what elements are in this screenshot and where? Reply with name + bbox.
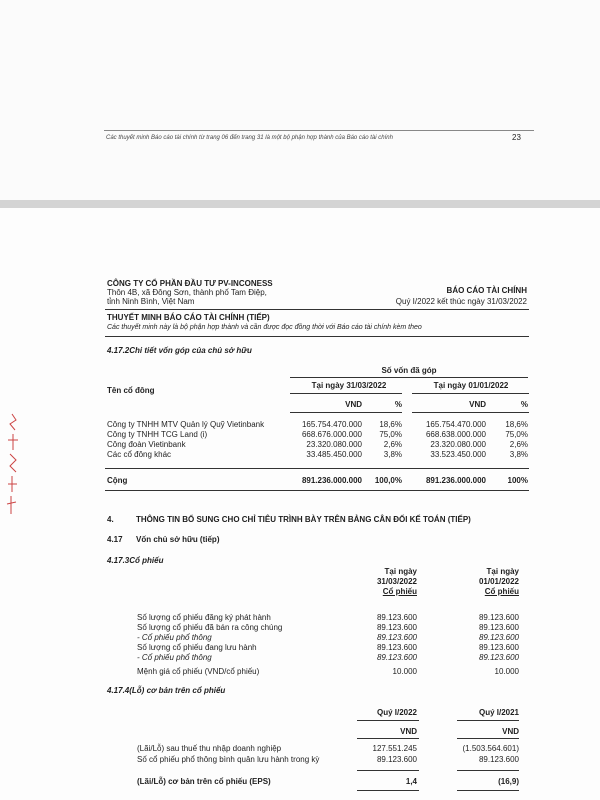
- eps-row-label: (Lãi/Lỗ) sau thuế thu nhập doanh nghiệp: [137, 744, 282, 753]
- shares-row-v2: 89.123.600: [478, 653, 519, 662]
- eps-row-v2: (1.503.564.601): [462, 744, 519, 753]
- eps-col1: Quý I/2022: [376, 708, 417, 717]
- shares-col2-line3: Cổ phiếu: [484, 587, 519, 596]
- date2-header: Tại ngày 01/01/2022: [433, 381, 509, 390]
- row-vnd1: 668.676.000.000: [301, 430, 362, 439]
- date1-rule: [290, 393, 402, 394]
- total-vnd1: 891.236.000.000: [301, 476, 362, 485]
- shares-row-v2: 89.123.600: [478, 613, 519, 622]
- unit-vnd-1: VND: [345, 400, 362, 409]
- previous-page: [0, 0, 600, 200]
- shares-row-label: Số lượng cổ phiếu đăng ký phát hành: [137, 613, 271, 622]
- eps-bottom-rule-2: [457, 790, 519, 791]
- eps-total-rule-2: [457, 770, 519, 771]
- eps-v2: (16,9): [498, 777, 519, 786]
- row-pct2: 2,6%: [509, 440, 528, 449]
- shares-row-label: Số lượng cổ phiếu đang lưu hành: [137, 643, 257, 652]
- company-name: CÔNG TY CỔ PHẦN ĐẦU TƯ PV-INCONESS: [107, 279, 273, 288]
- notes-subtitle: Các thuyết minh này là bộ phận hợp thành và cần được đọc đồng thời với Báo cáo tài chính kèm theo: [107, 324, 422, 331]
- shares-col1-line1: Tại ngày: [384, 567, 417, 576]
- eps-total-rule-1: [357, 770, 419, 771]
- page-gap: [0, 200, 600, 208]
- row-pct1: 2,6%: [383, 440, 402, 449]
- eps-col2-rule: [457, 720, 519, 721]
- handwritten-margin-note: [2, 410, 24, 520]
- total-top-rule: [105, 468, 529, 469]
- row-vnd2: 33.523.450.000: [430, 450, 486, 459]
- capital-group-header: Số vốn đã góp: [381, 366, 437, 375]
- eps-label: (Lãi/Lỗ) cơ bản trên cổ phiếu (EPS): [137, 777, 271, 786]
- unit-pct-1: %: [394, 400, 402, 409]
- subtitle-rule: [105, 336, 529, 337]
- eps-unit2-rule: [457, 738, 519, 739]
- eps-bottom-rule-1: [357, 790, 419, 791]
- eps-col1-rule: [357, 720, 419, 721]
- date1-header: Tại ngày 31/03/2022: [311, 381, 387, 390]
- shares-row-v1: 89.123.600: [376, 633, 417, 642]
- company-address-1: Thôn 4B, xã Đông Sơn, thành phố Tam Điệp,: [107, 288, 267, 297]
- row-name: Công đoàn Vietinbank: [107, 440, 186, 449]
- shares-row-label: - Cổ phiếu phổ thông: [137, 653, 212, 662]
- eps-row-v1: 89.123.600: [376, 755, 417, 764]
- total-pct2: 100%: [507, 476, 528, 485]
- shares-row-v2: 10.000: [494, 667, 519, 676]
- eps-row-v2: 89.123.600: [478, 755, 519, 764]
- shares-col1-line3: Cổ phiếu: [382, 587, 417, 596]
- shares-col2-line2: 01/01/2022: [478, 577, 519, 586]
- report-period: Quý I/2022 kết thúc ngày 31/03/2022: [395, 297, 527, 306]
- row-pct2: 3,8%: [509, 450, 528, 459]
- company-address-2: tỉnh Ninh Bình, Việt Nam: [107, 297, 195, 306]
- shares-row-v1: 89.123.600: [376, 643, 417, 652]
- shares-row-v2: 89.123.600: [478, 623, 519, 632]
- shares-row-v2: 89.123.600: [478, 643, 519, 652]
- unit-rule-2: [412, 412, 529, 413]
- shares-col1-line2: 31/03/2022: [376, 577, 417, 586]
- footer-note: Các thuyết minh Báo cáo tài chính từ trang 06 đến trang 31 là một bộ phận hợp thành của Báo cáo tài chính: [106, 135, 393, 141]
- row-vnd2: 165.754.470.000: [425, 420, 486, 429]
- eps-row-label: Số cổ phiếu phổ thông bình quân lưu hành trong kỳ: [137, 755, 320, 764]
- eps-unit2: VND: [502, 727, 519, 736]
- shares-row-label: Số lượng cổ phiếu đã bán ra công chúng: [137, 623, 283, 632]
- page-number: 23: [512, 133, 521, 142]
- section-417-heading: Vốn chủ sở hữu (tiếp): [136, 535, 220, 544]
- report-title: BÁO CÁO TÀI CHÍNH: [446, 286, 527, 295]
- shares-row-v2: 89.123.600: [478, 633, 519, 642]
- section-4172-heading: 4.17.2Chi tiết vốn góp của chủ sở hữu: [107, 346, 252, 355]
- row-pct1: 75,0%: [379, 430, 402, 439]
- shares-row-label: Mệnh giá cổ phiếu (VND/cổ phiếu): [137, 667, 260, 676]
- shareholder-col-header: Tên cổ đông: [107, 386, 155, 395]
- date2-rule: [412, 393, 529, 394]
- notes-title: THUYẾT MINH BÁO CÁO TÀI CHÍNH (TIẾP): [107, 313, 270, 322]
- total-bottom-rule: [105, 490, 529, 491]
- shares-col2-line1: Tại ngày: [486, 567, 519, 576]
- eps-unit1-rule: [357, 738, 419, 739]
- section-4-heading: THÔNG TIN BỔ SUNG CHO CHỈ TIÊU TRÌNH BÀY TRÊN BẢNG CÂN ĐỐI KẾ TOÁN (TIẾP): [136, 515, 471, 524]
- section-4-number: 4.: [107, 515, 114, 524]
- total-label: Cộng: [107, 476, 128, 485]
- row-name: Các cổ đông khác: [107, 450, 172, 459]
- unit-rule-1: [290, 412, 402, 413]
- group-rule: [290, 377, 528, 378]
- row-vnd1: 33.485.450.000: [306, 450, 362, 459]
- section-4173-heading: 4.17.3Cổ phiếu: [107, 556, 164, 565]
- eps-row-v1: 127.551.245: [372, 744, 417, 753]
- total-vnd2: 891.236.000.000: [425, 476, 486, 485]
- eps-unit1: VND: [400, 727, 417, 736]
- total-pct1: 100,0%: [374, 476, 402, 485]
- row-pct2: 18,6%: [505, 420, 528, 429]
- eps-col2: Quý I/2021: [478, 708, 519, 717]
- section-4174-heading: 4.17.4(Lỗ) cơ bản trên cổ phiếu: [107, 686, 226, 695]
- row-vnd1: 23.320.080.000: [306, 440, 362, 449]
- row-pct1: 18,6%: [379, 420, 402, 429]
- row-vnd2: 668.638.000.000: [425, 430, 486, 439]
- row-name: Công ty TNHH MTV Quản lý Quỹ Vietinbank: [107, 420, 265, 429]
- shares-row-v1: 89.123.600: [376, 613, 417, 622]
- shares-row-v1: 89.123.600: [376, 623, 417, 632]
- shares-row-v1: 89.123.600: [376, 653, 417, 662]
- row-vnd1: 165.754.470.000: [301, 420, 362, 429]
- shares-row-label: - Cổ phiếu phổ thông: [137, 633, 212, 642]
- row-pct2: 75,0%: [505, 430, 528, 439]
- row-vnd2: 23.320.080.000: [430, 440, 486, 449]
- unit-vnd-2: VND: [469, 400, 486, 409]
- eps-v1: 1,4: [405, 777, 417, 786]
- unit-pct-2: %: [520, 400, 528, 409]
- shares-row-v1: 10.000: [392, 667, 417, 676]
- footer-rule: [104, 130, 534, 131]
- header-rule: [105, 309, 529, 310]
- section-417-number: 4.17: [107, 535, 123, 544]
- row-name: Công ty TNHH TCG Land (i): [107, 430, 208, 439]
- row-pct1: 3,8%: [383, 450, 402, 459]
